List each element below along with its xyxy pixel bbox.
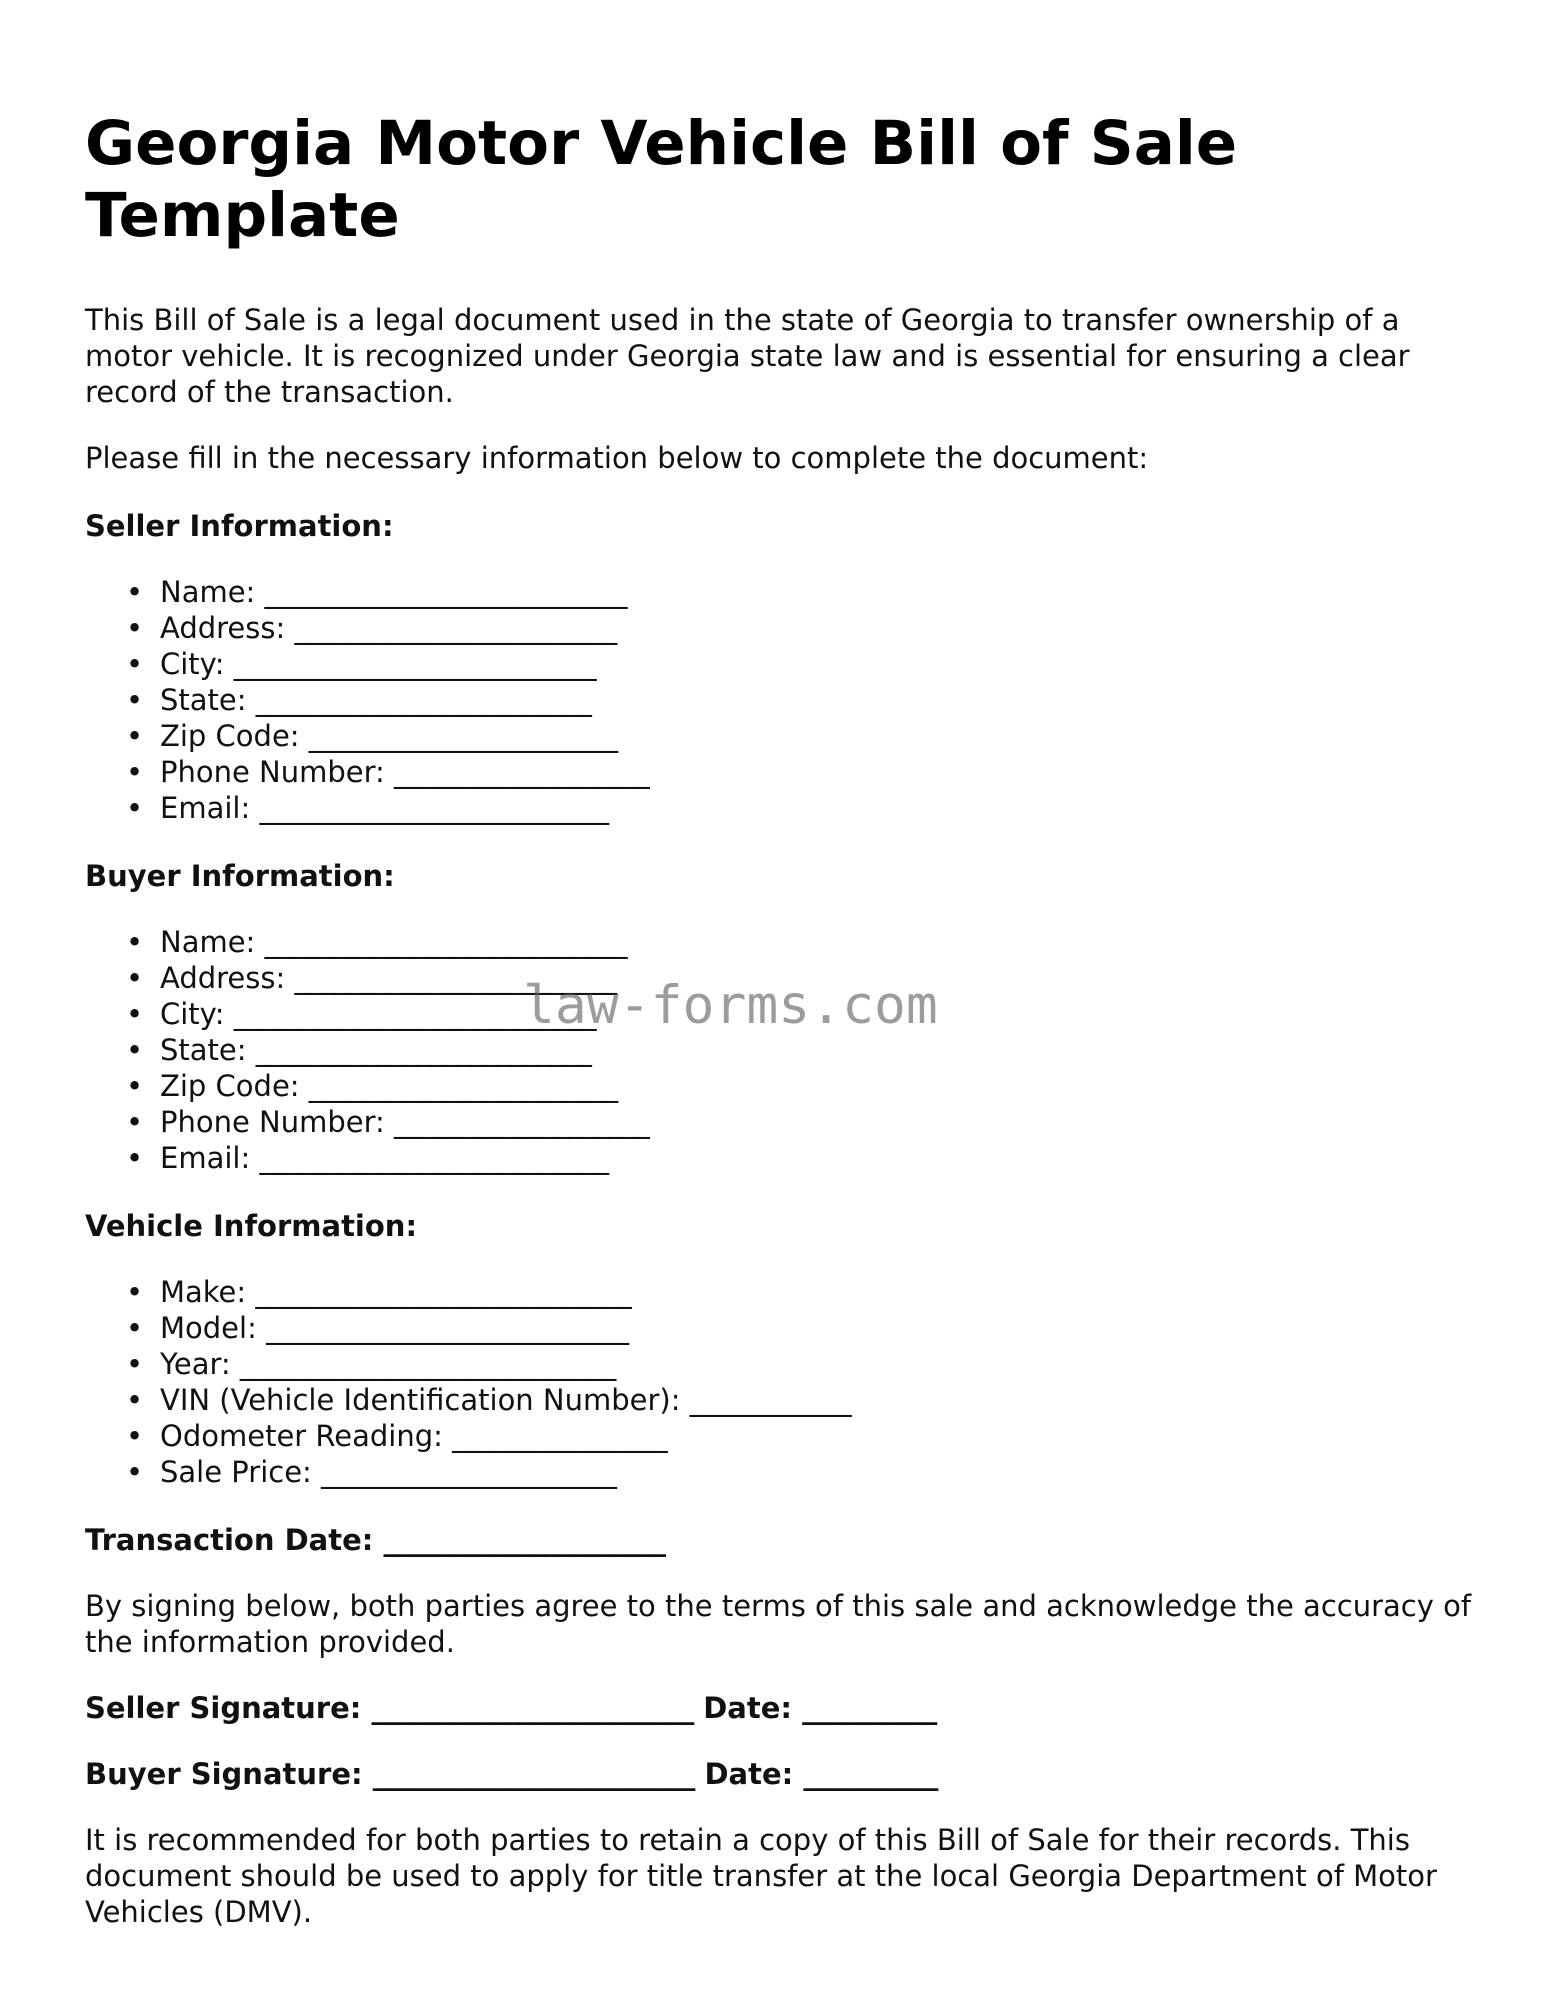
field-blank[interactable]: __________________________ — [259, 791, 608, 825]
vehicle-year-field[interactable] — [160, 1346, 1475, 1382]
field-blank[interactable]: ________________ — [452, 1419, 667, 1453]
field-label: State: — [160, 683, 247, 717]
vehicle-field-list — [85, 1274, 1475, 1490]
field-blank[interactable]: _____________________ — [383, 1523, 665, 1557]
field-label: Year: — [160, 1347, 231, 1381]
field-label: Phone Number: — [160, 755, 385, 789]
buyer-field-list — [85, 924, 1475, 1176]
date-label: Date: — [704, 1757, 794, 1791]
seller-state-field[interactable] — [160, 682, 1475, 718]
field-label: Transaction Date: — [85, 1523, 374, 1557]
transaction-date-field[interactable] — [85, 1522, 1475, 1558]
page-title: Georgia Motor Vehicle Bill of Sale Template — [85, 108, 1238, 251]
field-blank[interactable]: _________________________ — [255, 1033, 591, 1067]
field-label: VIN (Vehicle Identification Number): — [160, 1383, 681, 1417]
date-label: Date: — [703, 1691, 792, 1725]
field-label: Name: — [160, 575, 256, 609]
seller-city-field[interactable] — [160, 646, 1475, 682]
buyer-address-field[interactable] — [160, 960, 1475, 996]
field-blank[interactable]: ___________________ — [394, 1105, 649, 1139]
vehicle-vin-field[interactable] — [160, 1382, 1475, 1418]
field-blank[interactable]: _______________________ — [308, 719, 617, 753]
field-label: Name: — [160, 925, 256, 959]
field-blank[interactable]: ____________ — [689, 1383, 851, 1417]
seller-name-field[interactable] — [160, 574, 1475, 610]
watermark-text: law-forms.com — [523, 975, 938, 1036]
buyer-state-field[interactable] — [160, 1032, 1475, 1068]
seller-field-list — [85, 574, 1475, 826]
seller-email-field[interactable] — [160, 790, 1475, 826]
field-blank[interactable]: ____________________________ — [239, 1347, 616, 1381]
vehicle-sale-price-field[interactable] — [160, 1454, 1475, 1490]
seller-signature-line[interactable] — [85, 1690, 1475, 1726]
field-label: Odometer Reading: — [160, 1419, 443, 1453]
date-blank[interactable]: __________ — [803, 1757, 938, 1791]
field-blank[interactable]: _________________________ — [255, 683, 591, 717]
field-label: Address: — [160, 961, 286, 995]
instruction-paragraph: Please fill in the necessary information below to complete the document: — [85, 441, 1149, 475]
buyer-signature-line[interactable] — [85, 1756, 1475, 1792]
field-blank[interactable]: ___________________________ — [266, 1311, 628, 1345]
field-blank[interactable]: ________________________ — [294, 961, 617, 995]
buyer-name-field[interactable] — [160, 924, 1475, 960]
agreement-paragraph: By signing below, both parties agree to the terms of this sale and acknowledge the accuracy of the information provided. — [85, 1589, 1472, 1659]
field-blank[interactable]: ______________________ — [321, 1455, 616, 1489]
seller-section-heading: Seller Information: — [85, 509, 394, 543]
field-label: City: — [160, 647, 225, 681]
vehicle-odometer-field[interactable] — [160, 1418, 1475, 1454]
seller-phone-field[interactable] — [160, 754, 1475, 790]
field-label: Buyer Signature: — [85, 1757, 363, 1791]
field-label: Address: — [160, 611, 286, 645]
field-label: Zip Code: — [160, 719, 300, 753]
field-label: City: — [160, 997, 225, 1031]
date-blank[interactable]: __________ — [802, 1691, 937, 1725]
field-blank[interactable]: _______________________ — [308, 1069, 617, 1103]
field-label: Email: — [160, 1141, 251, 1175]
vehicle-make-field[interactable] — [160, 1274, 1475, 1310]
field-label: Sale Price: — [160, 1455, 312, 1489]
closing-paragraph: It is recommended for both parties to retain a copy of this Bill of Sale for their records. This document should be used to apply for title transfer at the local Georgia Department of Motor Vehicles (DMV). — [85, 1823, 1437, 1929]
buyer-city-field[interactable] — [160, 996, 1475, 1032]
vehicle-model-field[interactable] — [160, 1310, 1475, 1346]
field-blank[interactable]: ___________________________ — [233, 647, 596, 681]
field-label: Seller Signature: — [85, 1691, 362, 1725]
field-label: Model: — [160, 1311, 257, 1345]
field-label: State: — [160, 1033, 247, 1067]
buyer-section-heading: Buyer Information: — [85, 859, 395, 893]
field-blank[interactable]: ___________________________ — [264, 575, 627, 609]
signature-blank[interactable]: ________________________ — [372, 1757, 695, 1791]
seller-address-field[interactable] — [160, 610, 1475, 646]
vehicle-section-heading: Vehicle Information: — [85, 1209, 418, 1243]
field-blank[interactable]: __________________________ — [259, 1141, 608, 1175]
field-blank[interactable]: ____________________________ — [255, 1275, 631, 1309]
field-blank[interactable]: ________________________ — [294, 611, 617, 645]
field-blank[interactable]: ___________________ — [394, 755, 649, 789]
buyer-zip-field[interactable] — [160, 1068, 1475, 1104]
field-label: Zip Code: — [160, 1069, 300, 1103]
signature-blank[interactable]: ________________________ — [371, 1691, 694, 1725]
field-blank[interactable]: ___________________________ — [233, 997, 596, 1031]
document-page — [85, 0, 1475, 1930]
intro-paragraph: This Bill of Sale is a legal document used in the state of Georgia to transfer ownership of a motor vehicle. It is recognized under Georgia state law and is essential for ensuring a clear record of the transaction. — [85, 303, 1410, 409]
buyer-email-field[interactable] — [160, 1140, 1475, 1176]
field-blank[interactable]: ___________________________ — [264, 925, 627, 959]
buyer-phone-field[interactable] — [160, 1104, 1475, 1140]
field-label: Phone Number: — [160, 1105, 385, 1139]
field-label: Make: — [160, 1275, 247, 1309]
field-label: Email: — [160, 791, 251, 825]
seller-zip-field[interactable] — [160, 718, 1475, 754]
